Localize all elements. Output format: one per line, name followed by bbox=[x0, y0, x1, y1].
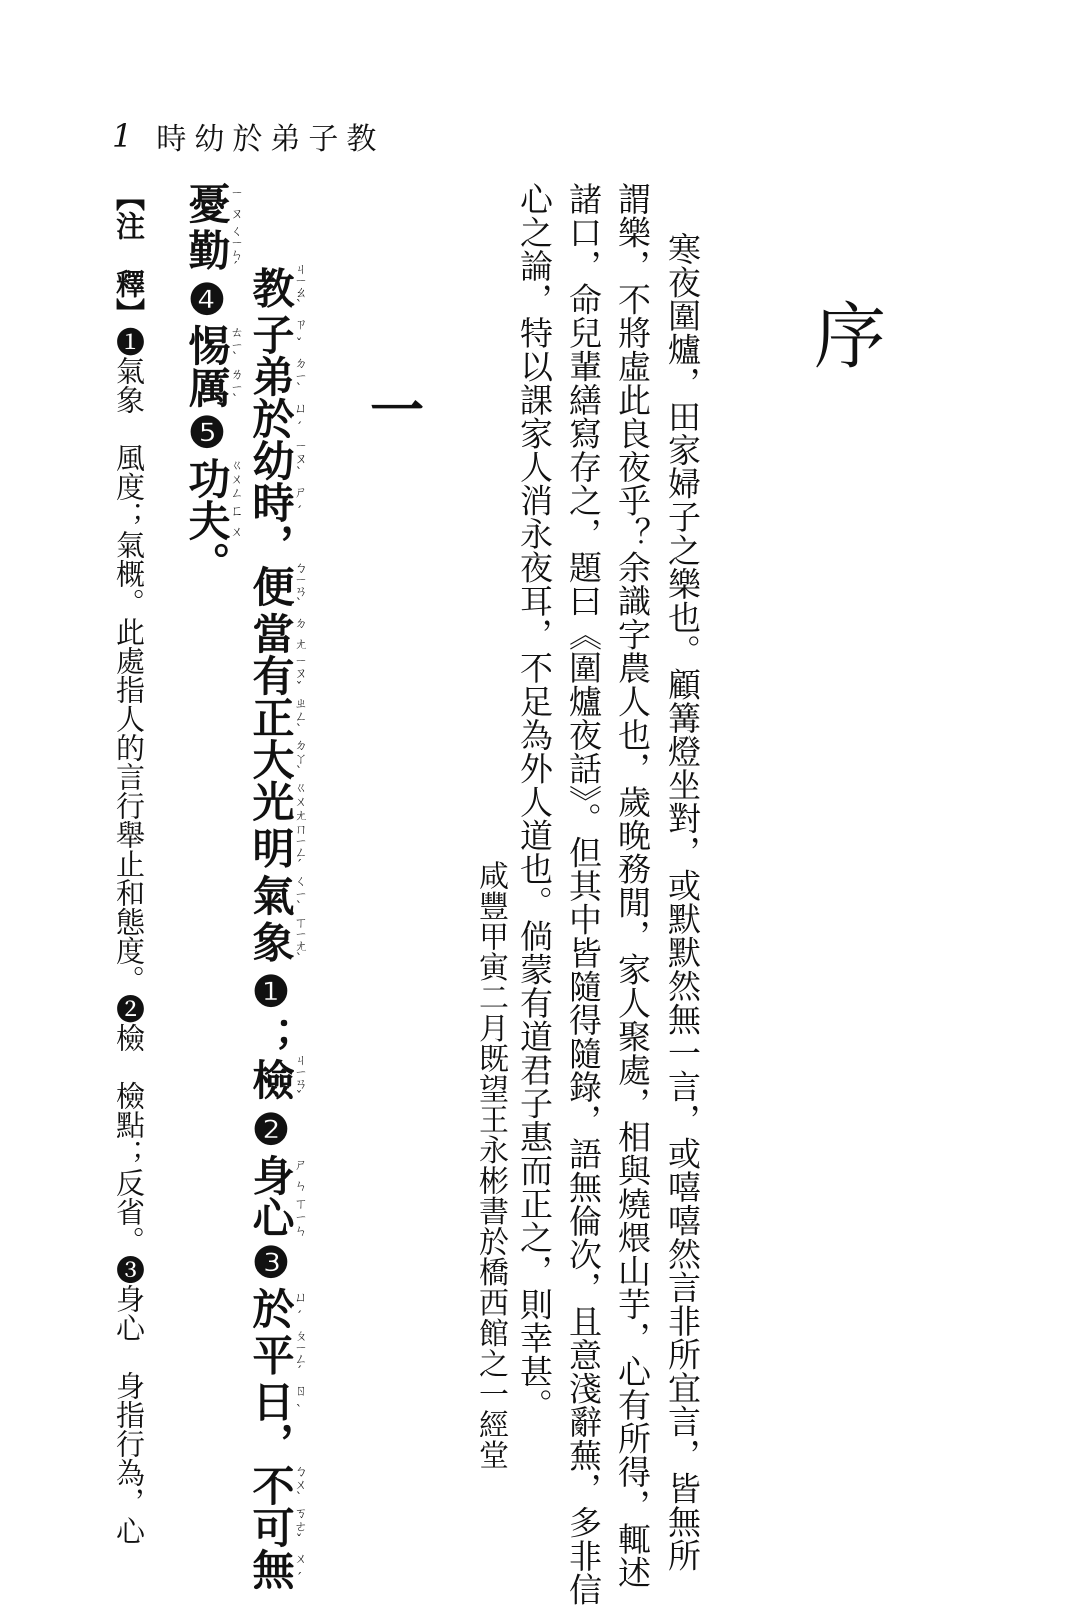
annotated-character: 教ㄐㄧㄠˋ bbox=[246, 262, 307, 314]
preface-line-4: 心之論，特以課家人消永夜耳，不足為外人道也。倘蒙有道君子惠而正之，則幸甚。 bbox=[515, 182, 554, 1422]
notes-text: ❶氣象 風度；氣概。此處指人的言行舉止和態度。❷檢 檢點；反省。❸身心 身指行為，心 bbox=[112, 327, 146, 1545]
section-number: 一 bbox=[370, 379, 424, 442]
annotated-character: 無ㄨˊ bbox=[246, 1548, 307, 1591]
annotated-character: 有ㄧㄡˇ bbox=[246, 654, 307, 697]
annotated-character: 功ㄍㄨㄥ bbox=[182, 457, 243, 500]
annotated-character: 便ㄅㄧㄢˋ bbox=[246, 560, 307, 613]
preface-title: 序 bbox=[802, 298, 886, 370]
zhuyin-annotation: ㄉㄤ bbox=[291, 612, 307, 655]
zhuyin-annotation: ㄇㄧㄥˊ bbox=[291, 822, 307, 874]
punctuation: ； bbox=[246, 1015, 296, 1058]
zhuyin-annotation: ㄉㄧˋ bbox=[291, 355, 307, 398]
annotated-character: 於ㄩˊ bbox=[246, 397, 307, 440]
annotated-character: 大ㄉㄚˋ bbox=[246, 738, 307, 781]
page-number: 1 bbox=[112, 117, 133, 155]
zhuyin-annotation: ㄩˊ bbox=[291, 397, 307, 440]
annotated-character: 身ㄕㄣ bbox=[246, 1153, 307, 1196]
zhuyin-annotation: ㄩˊ bbox=[291, 1286, 307, 1329]
zhuyin-annotation: ㄗˇ bbox=[291, 313, 307, 356]
annotated-character: 子ㄗˇ bbox=[246, 313, 307, 356]
annotated-character: 厲ㄌㄧˋ bbox=[182, 366, 243, 409]
zhuyin-annotation: ㄒㄧㄣ bbox=[291, 1195, 307, 1238]
zhuyin-annotation: ㄑㄧㄣˊ bbox=[227, 224, 243, 276]
zhuyin-annotation: ㄅㄨˋ bbox=[291, 1464, 307, 1507]
preface-line-3: 諸口，命兒輩繕寫存之，題曰《圍爐夜話》。但其中皆隨得隨錄，語無倫次，且意淺辭蕪，多非信 bbox=[564, 182, 603, 1606]
annotated-character: 正ㄓㄥˋ bbox=[246, 696, 307, 739]
zhuyin-annotation: ㄒㄧㄤˋ bbox=[291, 915, 307, 967]
notes-label: 【注 釋】 bbox=[112, 182, 146, 327]
zhuyin-annotation: ㄧㄡˇ bbox=[291, 654, 307, 697]
punctuation: ， bbox=[246, 523, 296, 566]
zhuyin-annotation: ㄍㄨㄤ bbox=[291, 780, 307, 823]
zhuyin-annotation: ㄓㄥˋ bbox=[291, 696, 307, 739]
annotated-character: 憂ㄧㄡ bbox=[182, 182, 243, 224]
annotated-character: 弟ㄉㄧˋ bbox=[246, 355, 307, 398]
zhuyin-annotation: ㄅㄧㄢˋ bbox=[291, 560, 307, 613]
note-marker: ❷ bbox=[246, 1104, 296, 1154]
annotated-character: 勤ㄑㄧㄣˊ bbox=[182, 224, 243, 276]
annotated-character: 心ㄒㄧㄣ bbox=[246, 1195, 307, 1238]
note-marker: ❸ bbox=[246, 1237, 296, 1287]
annotated-character: 不ㄅㄨˋ bbox=[246, 1464, 307, 1507]
zhuyin-annotation: ㄈㄨ bbox=[227, 499, 243, 542]
punctuation: ， bbox=[246, 1422, 296, 1465]
zhuyin-annotation: ㄐㄧㄢˇ bbox=[291, 1053, 307, 1105]
annotated-character: 當ㄉㄤ bbox=[246, 612, 307, 655]
annotated-character: 光ㄍㄨㄤ bbox=[246, 780, 307, 823]
annotated-character: 象ㄒㄧㄤˋ bbox=[246, 915, 307, 967]
zhuyin-annotation: ㄖˋ bbox=[291, 1380, 307, 1423]
running-head bbox=[112, 112, 384, 160]
zhuyin-annotation: ㄌㄧˋ bbox=[227, 366, 243, 409]
zhuyin-annotation: ㄑㄧˋ bbox=[291, 873, 307, 916]
annotated-character: 可ㄎㄜˇ bbox=[246, 1506, 307, 1549]
main-text-column-1 bbox=[246, 262, 307, 1591]
punctuation: 。 bbox=[182, 541, 232, 584]
annotated-character: 氣ㄑㄧˋ bbox=[246, 873, 307, 916]
running-title: 時幼於弟子教 bbox=[156, 122, 385, 157]
note-marker: ❶ bbox=[246, 966, 296, 1016]
annotated-character: 時ㄕˊ bbox=[246, 481, 307, 524]
note-marker: ❺ bbox=[182, 408, 232, 458]
zhuyin-annotation: ㄨˊ bbox=[291, 1548, 307, 1591]
annotated-character: 平ㄆㄧㄥˊ bbox=[246, 1328, 307, 1381]
zhuyin-annotation: ㄧㄡˋ bbox=[291, 439, 307, 482]
annotated-character: 明ㄇㄧㄥˊ bbox=[246, 822, 307, 874]
annotated-character: 幼ㄧㄡˋ bbox=[246, 439, 307, 482]
zhuyin-annotation: ㄊㄧˋ bbox=[227, 324, 243, 367]
notes-column bbox=[110, 182, 148, 1545]
main-text-column-2 bbox=[182, 182, 243, 584]
zhuyin-annotation: ㄐㄧㄠˋ bbox=[291, 262, 307, 314]
annotated-character: 夫ㄈㄨ bbox=[182, 499, 243, 542]
preface-line-2: 謂樂，不將虛此良夜乎？余識字農人也，歲晚務閒，家人聚處，相與燒煨山芋，心有所得，輒述 bbox=[613, 182, 652, 1589]
preface-signature: 咸豐甲寅二月既望王永彬書於橋西館之一經堂 bbox=[473, 860, 508, 1470]
zhuyin-annotation: ㄧㄡ bbox=[227, 182, 243, 224]
preface-line-1: 寒夜圍爐，田家婦子之樂也。顧篝燈坐對，或默默然無一言，或嘻嘻然言非所宜言，皆無所 bbox=[663, 232, 702, 1572]
zhuyin-annotation: ㄍㄨㄥ bbox=[227, 457, 243, 500]
annotated-character: 檢ㄐㄧㄢˇ bbox=[246, 1053, 307, 1105]
note-marker: ❹ bbox=[182, 275, 232, 325]
zhuyin-annotation: ㄕㄣ bbox=[291, 1153, 307, 1196]
annotated-character: 惕ㄊㄧˋ bbox=[182, 324, 243, 367]
annotated-character: 於ㄩˊ bbox=[246, 1286, 307, 1329]
zhuyin-annotation: ㄕˊ bbox=[291, 481, 307, 524]
zhuyin-annotation: ㄎㄜˇ bbox=[291, 1506, 307, 1549]
zhuyin-annotation: ㄉㄚˋ bbox=[291, 738, 307, 781]
annotated-character: 日ㄖˋ bbox=[246, 1380, 307, 1423]
zhuyin-annotation: ㄆㄧㄥˊ bbox=[291, 1328, 307, 1381]
